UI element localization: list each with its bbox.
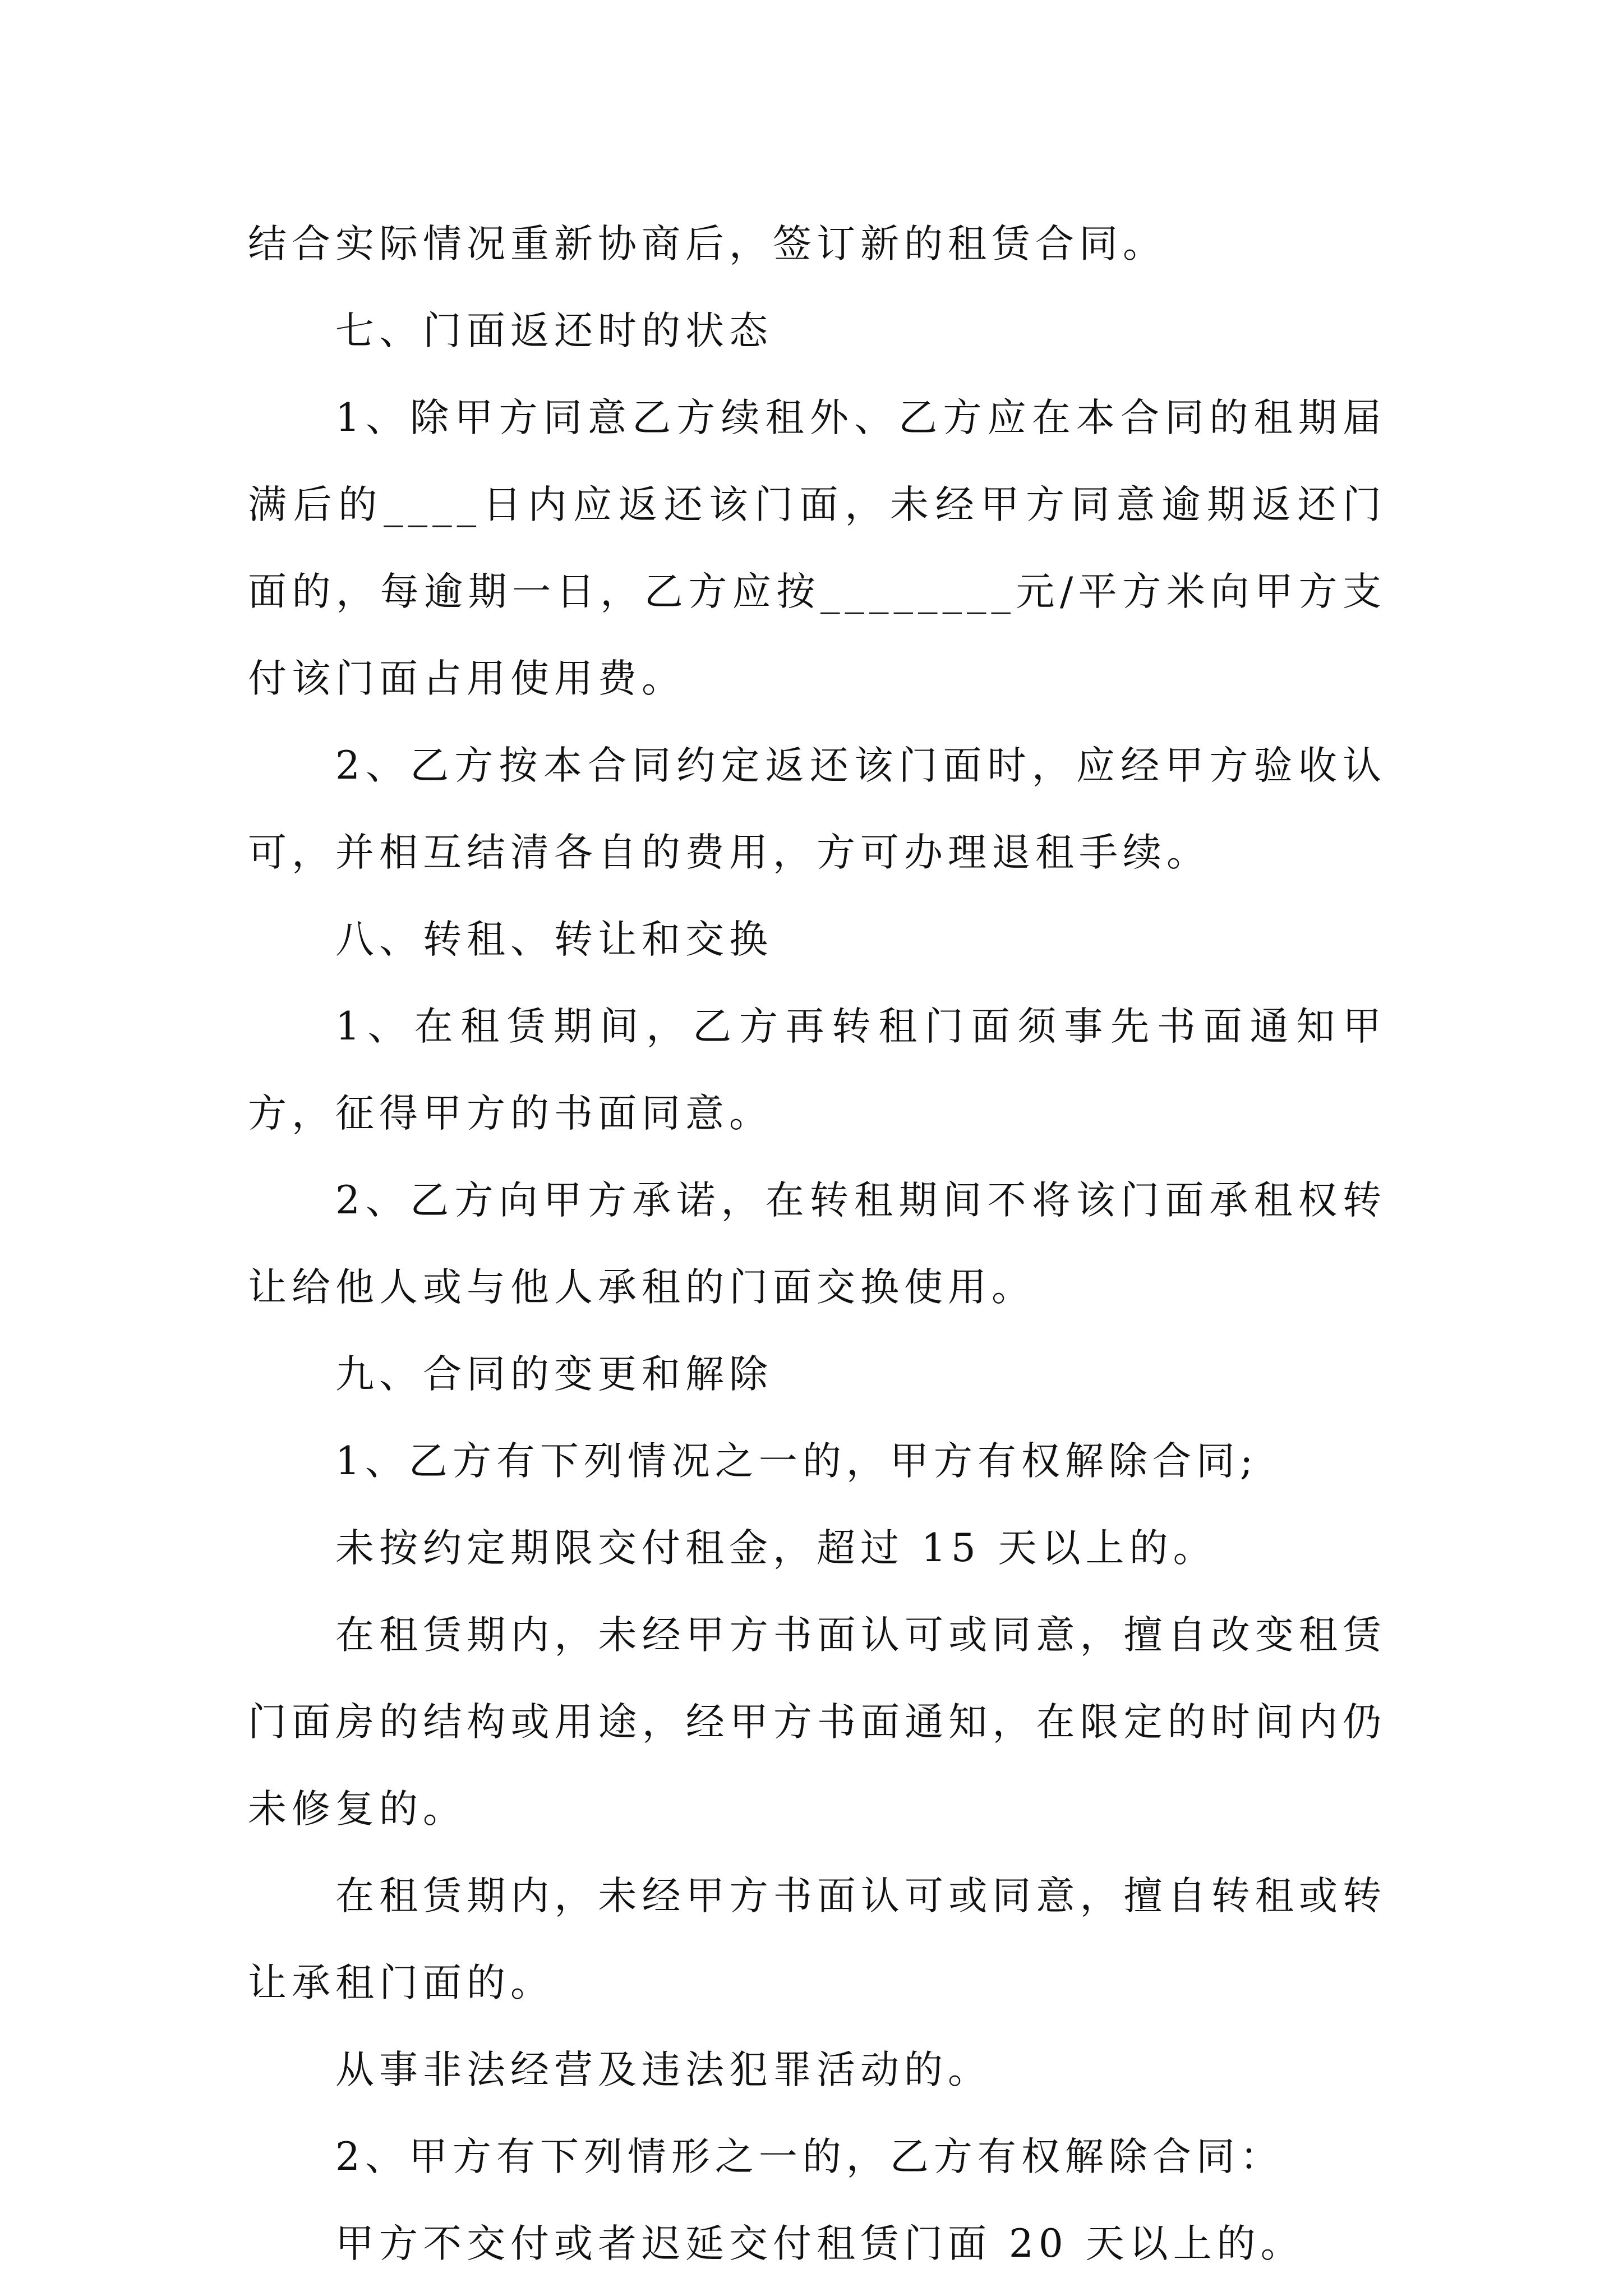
clause-9-1-item-structure-change: 在租赁期内，未经甲方书面认可或同意，擅自改变租赁门面房的结构或用途，经甲方书面通知，在限定的时间内仍未修复的。: [248, 1613, 1386, 1832]
clause-9-2-item-delay: 甲方不交付或者迟延交付租赁门面 20 天以上的。: [335, 2221, 1304, 2266]
clause-7-1: 1、除甲方同意乙方续租外、乙方应在本合同的租期届满后的____日内应返还该门面，未经甲方同意逾期返还门面的，每逾期一日，乙方应按________元/平方米向甲方支付该门面占用使用费。: [248, 395, 1386, 701]
clause-9-1-item-sublease: 在租赁期内，未经甲方书面认可或同意，擅自转租或转让承租门面的。: [248, 1874, 1386, 2005]
clause-9-1-item-rent-overdue: 未按约定期限交付租金，超过 15 天以上的。: [335, 1526, 1217, 1571]
clause-9-1-item-illegal: 从事非法经营及违法犯罪活动的。: [335, 2047, 992, 2092]
clause-8-1: 1、在租赁期间，乙方再转租门面须事先书面通知甲方，征得甲方的书面同意。: [248, 1004, 1386, 1136]
clause-8-2: 2、乙方向甲方承诺，在转租期间不将该门面承租权转让给他人或与他人承租的门面交换使用。: [248, 1178, 1386, 1310]
section-heading-9: 九、合同的变更和解除: [335, 1352, 773, 1397]
clause-9-1: 1、乙方有下列情况之一的，甲方有权解除合同;: [335, 1439, 1258, 1484]
clause-7-2: 2、乙方按本合同约定返还该门面时，应经甲方验收认可，并相互结清各自的费用，方可办理退租手续。: [248, 743, 1386, 875]
section-heading-7: 七、门面返还时的状态: [335, 309, 773, 353]
section-heading-8: 八、转租、转让和交换: [335, 917, 773, 962]
paragraph-continuation: 结合实际情况重新协商后，签订新的租赁合同。: [248, 222, 1166, 266]
clause-9-2: 2、甲方有下列情形之一的，乙方有权解除合同：: [335, 2134, 1284, 2179]
document-body: [248, 201, 1386, 2288]
